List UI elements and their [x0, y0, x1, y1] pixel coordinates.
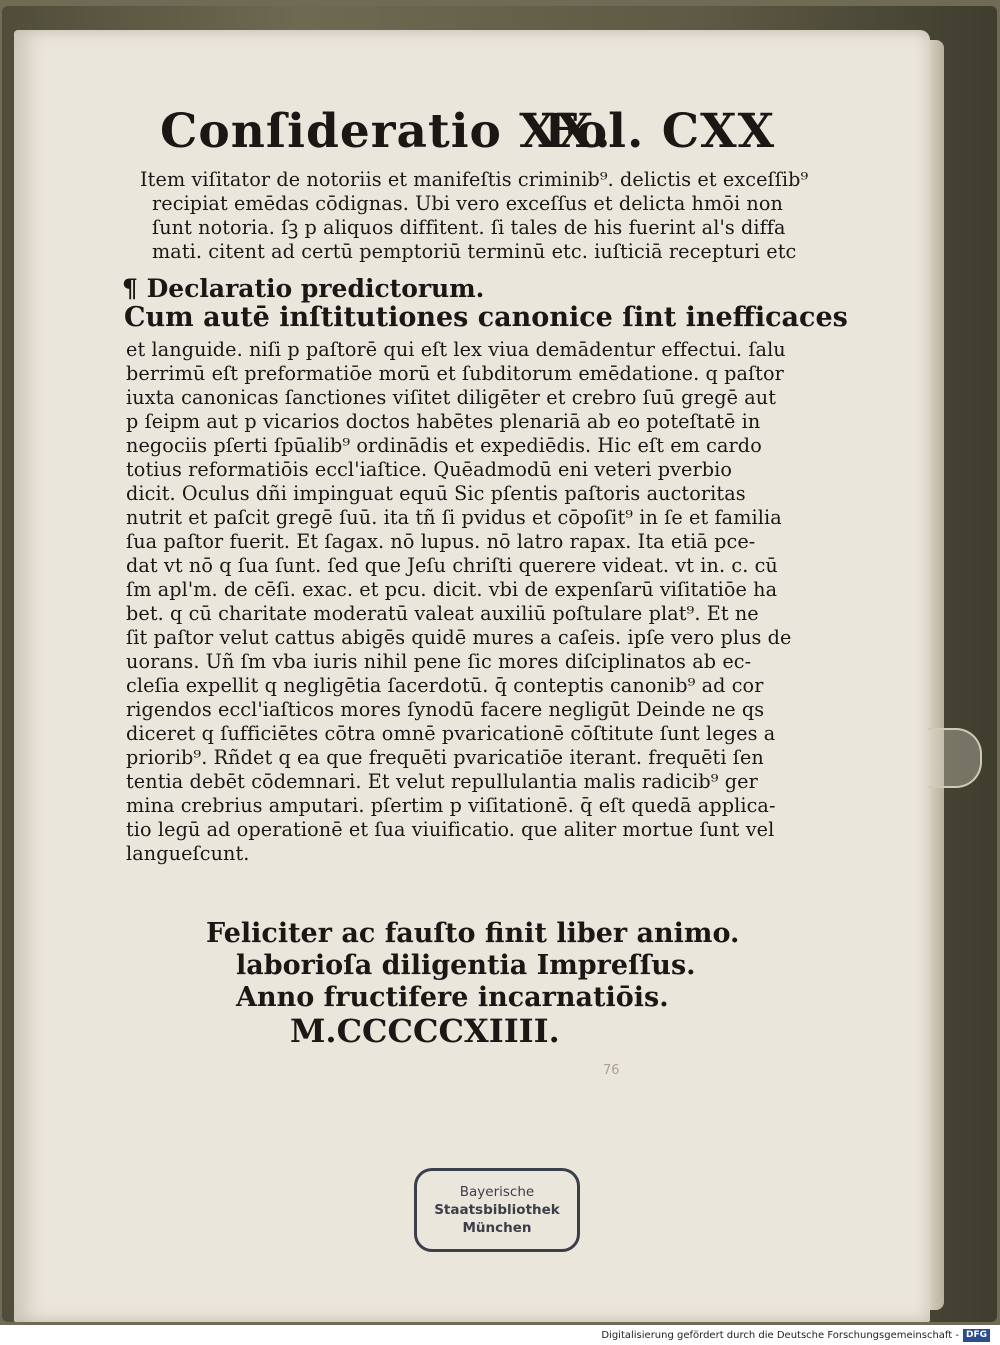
paragraph2-line: dat vt nō q ſua ſunt. ſed que Jeſu chriſti querere videat. vt in. c. cū [126, 554, 778, 577]
colophon-line: laborioſa diligentia Impreſſus. [236, 950, 696, 981]
paragraph2-line: bet. q cū charitate moderatū valeat auxiliū poſtulare plat⁹. Et ne [126, 602, 759, 625]
library-stamp [414, 1168, 580, 1252]
paragraph2-line: iuxta canonicas ſanctiones viſitet diligēter et crebro ſuū gregē aut [126, 386, 777, 409]
page-title [160, 104, 780, 159]
paragraph1-line: Item viſitator de notoriis et manifeſtis criminib⁹. delictis et exceſſib⁹ [140, 168, 809, 191]
colophon-line: Anno fructifere incarnatiōis. [236, 982, 669, 1013]
paragraph2-line: tio legū ad operationē et ſua viuificatio. que aliter mortue ſunt vel [126, 818, 775, 841]
paragraph2-line: nutrit et paſcit gregē ſuū. ita tñ ſi pvidus et cōpoſit⁹ in ſe et familia [126, 506, 782, 529]
paragraph2-line: diceret q ſufficiētes cōtra omnē pvaricationē cōſtitute ſunt leges a [126, 722, 776, 745]
footer-text: Digitalisierung gefördert durch die Deutsche Forschungsgemeinschaft - [601, 1329, 959, 1341]
paragraph2-line: cleſia expellit q negligētia ſacerdotū. q̄ conteptis canonib⁹ ad cor [126, 674, 764, 697]
paragraph2-line: ſit paſtor velut cattus abigēs quidē mures a caſeis. ipſe vero plus de [126, 626, 792, 649]
paragraph2-line: totius reformatiōis eccl'iaſtice. Quēadmodū eni veteri pverbio [126, 458, 733, 481]
large-opening-line: Cum autē inſtitutiones canonice ſint inefficaces [124, 302, 848, 333]
pencil-annotation: 76 [603, 1063, 620, 1078]
paragraph2-line: mina crebrius amputari. pſertim p viſitationē. q̄ eſt quedā applica- [126, 794, 776, 817]
title-text: Conſideratio XX. [160, 104, 612, 159]
paragraph2-line: et languide. niſi p paſtorē qui eſt lex viua demādentur effectui. ſalu [126, 338, 786, 361]
stamp-line: Staatsbibliothek [434, 1202, 560, 1218]
stamp-line: München [462, 1220, 532, 1236]
declaratio-text: Declaratio predictorum. [146, 274, 485, 303]
paragraph2-line: langueſcunt. [126, 842, 250, 865]
folio-number: Fol. CXX [544, 104, 776, 159]
paragraph-mark-icon: ¶ [122, 274, 147, 303]
paragraph1-line: ſunt notoria. ſꝫ p aliquos diffitent. ſi tales de his fuerint al's diffa [152, 216, 786, 239]
paragraph2-line: rigendos eccl'iaſticos mores ſynodū facere negligūt Deinde ne qs [126, 698, 765, 721]
paragraph2-line: negociis pſerti ſpūalib⁹ ordinādis et expediēdis. Hic eſt em cardo [126, 434, 762, 457]
paragraph2-line: dicit. Oculus dñi impinguat equū Sic pſentis paſtoris auctoritas [126, 482, 746, 505]
paragraph2-line: ſua paſtor fuerit. Et ſagax. nō lupus. nō latro rapax. Ita etiā pce- [126, 530, 756, 553]
paragraph2-line: uorans. Uñ ſm vba iuris nihil pene ſic mores diſciplinatos ab ec- [126, 650, 752, 673]
dfg-logo: DFG [963, 1329, 990, 1342]
paragraph2-line: priorib⁹. Rñdet q ea que frequēti pvaricatiōe iterant. frequēti ſen [126, 746, 764, 769]
stamp-line: Bayerische [459, 1184, 535, 1200]
paragraph1-line: mati. citent ad certū pemptoriū terminū etc. iuſticiā recepturi etc [152, 240, 797, 263]
paragraph2-line: p ſeipm aut p vicarios doctos habētes plenariā ab eo poteſtatē in [126, 410, 761, 433]
colophon-line: Feliciter ac fauſto finit liber animo. [206, 918, 740, 949]
paragraph2-line: berrimū eſt preformatiōe morū et ſubditorum emēdatione. q paſtor [126, 362, 784, 385]
paragraph1-line: recipiat emēdas cōdignas. Ubi vero exceſſus et delicta hmōi non [152, 192, 783, 215]
paragraph2-line: tentia debēt cōdemnari. Et velut repullulantia malis radicib⁹ ger [126, 770, 758, 793]
paragraph2-line: ſm apl'm. de cēſi. exac. et pcu. dicit. vbi de expenſarū viſitatiōe ha [126, 578, 778, 601]
imprint-year: M.CCCCCXIIII. [290, 1012, 560, 1050]
digitization-footer [601, 1327, 990, 1343]
section-heading [122, 274, 484, 303]
